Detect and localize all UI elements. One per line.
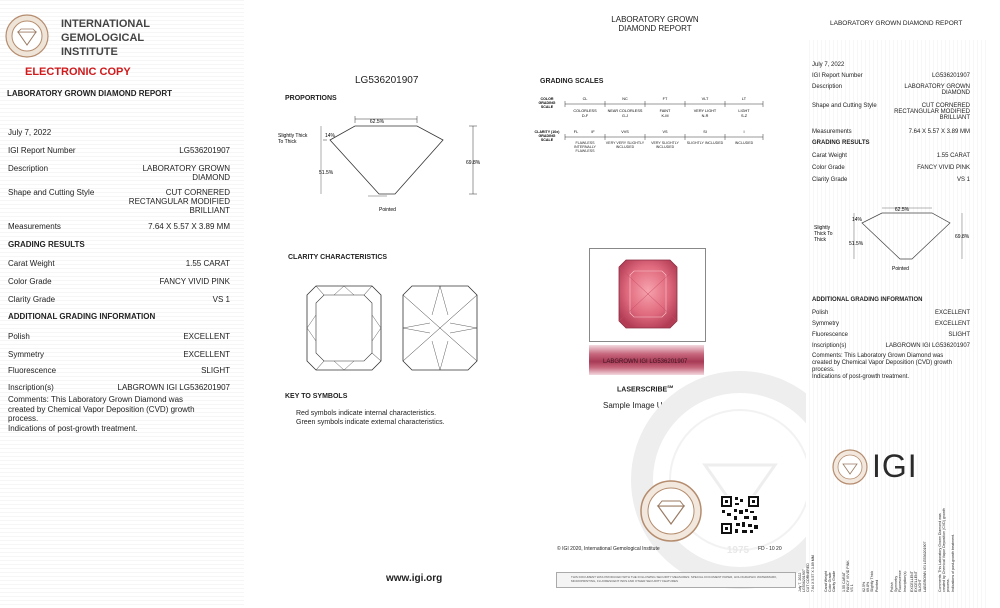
footer-disclaimer-box — [556, 572, 796, 588]
symmetry-row — [8, 350, 230, 359]
igi-name-line3: INSTITUTE — [61, 46, 118, 58]
clarity-code-1: FL — [573, 130, 579, 134]
clarity-value: VS 1 — [212, 295, 230, 304]
key-heading: KEY TO SYMBOLS — [285, 393, 348, 400]
rot-depth: 69.8% — [866, 581, 871, 592]
rot-inscription: LABGROWN IGI LG536201907 — [922, 541, 927, 592]
pavilion-pct: 51.5% — [319, 170, 334, 176]
clarity-code-3: VVS — [621, 130, 629, 134]
right-fluorescence-row — [812, 332, 970, 338]
report-number-header: LG536201907 — [355, 75, 419, 86]
comments-line-3: process. — [8, 414, 39, 423]
clarity-scale-label-3: SCALE — [540, 138, 554, 142]
description-row — [8, 164, 230, 182]
color-head-1: CL — [582, 97, 588, 101]
right-table-pct: 62.5% — [894, 207, 910, 213]
qr-code-icon[interactable] — [720, 495, 760, 535]
right-measurements-value: 7.64 X 5.57 X 3.89 MM — [908, 129, 970, 135]
right-clarity-row — [812, 177, 970, 183]
right-polish-value: EXCELLENT — [934, 310, 970, 316]
culet-label: Pointed — [379, 207, 396, 213]
shape-row — [8, 188, 230, 215]
right-additional-heading: ADDITIONAL GRADING INFORMATION — [812, 297, 923, 303]
grading-results-heading: GRADING RESULTS — [8, 240, 85, 249]
color-head-4: VLT — [701, 97, 709, 101]
right-report-number-value: LG536201907 — [931, 73, 970, 79]
right-inscription-value: LABGROWN IGI LG536201907 — [885, 343, 970, 349]
clarity-scale-label-2: GRADING — [538, 134, 556, 138]
rot-comments-3: process. — [946, 578, 951, 592]
clarity-code-5: SI — [703, 130, 707, 134]
right-clarity-value: VS 1 — [956, 177, 970, 183]
right-comments-line-4: Indications of post-growth treatment. — [812, 374, 910, 380]
clarity-code-6: I — [743, 130, 745, 134]
clarity-name-4: SLIGHTLY INCLUDED — [686, 141, 724, 145]
rot-number: LG536201907 — [802, 569, 807, 592]
table-pct: 62.5% — [369, 119, 385, 125]
shape-label: Shape and Cutting Style — [8, 188, 95, 197]
igi-name-line2: GEMOLOGICAL — [61, 32, 145, 44]
right-shape-row — [812, 103, 970, 121]
date-row — [8, 128, 230, 137]
laserscribe-image — [589, 345, 704, 375]
rot-carat-label: Carat Weight — [824, 571, 828, 592]
footer-code: FD - 10 20 — [758, 546, 782, 552]
symmetry-value: EXCELLENT — [183, 350, 230, 359]
color-row — [8, 277, 230, 286]
rot-comments-2: created by Chemical Vapor Deposition (CVD) growth — [942, 508, 947, 592]
right-shape-value-3: BRILLIANT — [939, 115, 970, 121]
girdle-line-2: To Thick — [278, 139, 297, 145]
right-carat-row — [812, 153, 970, 159]
right-crown-pct: 14% — [852, 217, 863, 223]
right-color-label: Color Grade — [812, 165, 845, 171]
polish-label: Polish — [8, 332, 30, 341]
rot-symmetry-label: Symmetry — [894, 575, 899, 592]
rot-color-label: Color Grade — [828, 572, 833, 592]
footer-disclaimer: THIS DOCUMENT WAS PRODUCED WITH THE FOLLOWING SECURITY MEASURES: SPECIAL DOCUMENT PAPER, HOLOGRAPHIC WATERMARK, MICROPRINTING, FLUORESCENT INKS AND OTHER SECURITY FEATURES — [571, 575, 778, 583]
clarity-plot-crown — [306, 285, 382, 371]
right-girdle-line-1: Slightly — [814, 225, 831, 231]
color-value: FANCY VIVID PINK — [159, 277, 230, 286]
right-description-label: Description — [812, 84, 843, 90]
right-report-title: LABORATORY GROWN DIAMOND REPORT — [830, 20, 963, 27]
color-code-3: K-M — [661, 114, 669, 118]
rot-color: FANCY VIVID PINK — [846, 560, 851, 592]
clarity-code-4: VS — [662, 130, 668, 134]
left-panel — [0, 0, 244, 608]
right-report-number-row — [812, 73, 970, 79]
shape-value-1: CUT CORNERED — [165, 188, 230, 197]
carat-value: 1.55 CARAT — [185, 259, 230, 268]
proportions-heading: PROPORTIONS — [285, 95, 337, 102]
polish-value: EXCELLENT — [183, 332, 230, 341]
comments — [8, 395, 233, 433]
right-description-value-1: LABORATORY GROWN — [904, 84, 970, 90]
rot-fluorescence: SLIGHT — [918, 579, 923, 592]
rot-fluorescence-label: Fluorescence — [898, 570, 903, 592]
key-green-line: Green symbols indicate external characteristics. — [296, 419, 445, 426]
right-clarity-label: Clarity Grade — [812, 177, 848, 183]
color-code-1: D-F — [581, 114, 589, 118]
right-girdle-line-3: Thick — [814, 237, 826, 243]
seal-year: 1975 — [726, 545, 750, 556]
grading-scales-heading: GRADING SCALES — [540, 78, 604, 85]
rot-comments-4: Indications of post-growth treatment. — [950, 533, 955, 592]
report-number-value: LG536201907 — [179, 146, 230, 155]
rot-symmetry: EXCELLENT — [914, 571, 919, 592]
report-title-center — [595, 15, 715, 33]
right-color-row — [812, 165, 970, 171]
right-inscription-row — [812, 343, 970, 349]
clarity-code-2: IF — [591, 130, 595, 134]
color-scale-label-1: COLOR — [540, 97, 554, 101]
color-name-3: FAINT — [659, 109, 671, 113]
clarity-name-5: INCLUDED — [734, 141, 754, 145]
report-title-center-line-2: DIAMOND REPORT — [618, 24, 692, 33]
shape-value-3: BRILLIANT — [189, 206, 230, 215]
rot-clarity-label: Clarity Grade — [832, 570, 837, 592]
key-red-line: Red symbols indicate internal characteristics. — [296, 410, 437, 417]
carat-row — [8, 259, 230, 268]
inscription-row — [8, 383, 230, 392]
right-description-row — [812, 84, 970, 96]
color-head-5: LT — [741, 97, 747, 101]
igi-logo-text: IGI — [872, 448, 918, 484]
right-symmetry-label: Symmetry — [812, 321, 839, 327]
right-comments — [812, 353, 974, 381]
right-pavilion-pct: 51.5% — [849, 241, 864, 247]
report-number-label: IGI Report Number — [8, 146, 76, 155]
rot-polish-label: Polish — [890, 582, 894, 592]
right-depth-pct: 69.8% — [955, 234, 970, 240]
right-proportions-diagram — [812, 203, 977, 273]
right-grading-heading: GRADING RESULTS — [812, 140, 870, 146]
right-measurements-label: Measurements — [812, 129, 852, 135]
right-carat-value: 1.55 CARAT — [936, 153, 970, 159]
report-title: LABORATORY GROWN DIAMOND REPORT — [7, 89, 173, 98]
rotated-summary — [790, 508, 980, 596]
additional-heading: ADDITIONAL GRADING INFORMATION — [8, 312, 156, 321]
rot-culet: Pointed — [874, 579, 879, 592]
color-name-1: COLORLESS — [573, 109, 597, 113]
website: www.igi.org — [386, 573, 443, 584]
clarity-row — [8, 295, 230, 304]
report-number-row — [8, 146, 230, 155]
measurements-value: 7.64 X 5.57 X 3.89 MM — [148, 222, 230, 231]
right-inscription-label: Inscription(s) — [812, 343, 847, 349]
right-girdle-line-2: Thick To — [814, 231, 833, 237]
sample-image-label: Sample Image Used — [603, 401, 676, 410]
clarity-scale-label-1: CLARITY (10x) — [534, 130, 560, 134]
rot-shape: CUT CORNERED — [806, 563, 811, 592]
inscription-value: LABGROWN IGI LG536201907 — [117, 383, 230, 392]
right-comments-line-2: created by Chemical Vapor Deposition (CVD) growth — [812, 360, 952, 366]
rot-inscription-label: Inscription(s) — [902, 571, 907, 592]
laserscribe-mark: SM — [667, 384, 674, 389]
right-culet: Pointed — [892, 266, 909, 272]
color-code-5: S-Z — [740, 114, 748, 118]
right-comments-line-1: Comments: This Laboratory Grown Diamond was — [812, 353, 944, 359]
report-title-center-line-1: LABORATORY GROWN — [611, 15, 699, 24]
clarity-name-1: FLAWLESS INTERNALLY FLAWLESS — [574, 141, 596, 154]
fluorescence-value: SLIGHT — [201, 366, 230, 375]
grading-scales-chart — [533, 92, 768, 164]
description-value-1: LABORATORY GROWN — [142, 164, 230, 173]
right-fluorescence-label: Fluorescence — [812, 332, 849, 338]
report-date: July 7, 2022 — [8, 128, 52, 137]
rot-date: July 7, 2022 — [798, 572, 802, 592]
laserscribe-text: LASERSCRIBE — [617, 386, 668, 394]
comments-line-2: created by Chemical Vapor Deposition (CVD) growth — [8, 404, 195, 414]
right-measurements-row — [812, 129, 970, 135]
right-report-number-label: IGI Report Number — [812, 73, 863, 79]
depth-pct: 69.8% — [466, 160, 481, 166]
color-code-2: G-J — [621, 114, 629, 118]
polish-row — [8, 332, 230, 341]
rot-table: 62.5% — [862, 581, 866, 592]
electronic-copy-label: ELECTRONIC COPY — [25, 66, 131, 78]
rot-comments-1: Comments: This Laboratory Grown Diamond was — [938, 513, 942, 592]
measurements-row — [8, 222, 230, 231]
rot-polish: EXCELLENT — [910, 571, 914, 592]
clarity-name-3: VERY SLIGHTLY INCLUDED — [651, 141, 679, 150]
proportions-diagram — [275, 110, 505, 220]
igi-gold-seal-icon — [640, 480, 702, 542]
comments-line-1: Comments: This Laboratory Grown Diamond was — [8, 395, 184, 404]
rot-carat: 1.55 CARAT — [842, 572, 846, 592]
carat-label: Carat Weight — [8, 259, 55, 268]
right-fluorescence-value: SLIGHT — [948, 332, 970, 338]
fluorescence-label: Fluorescence — [8, 366, 57, 375]
right-description-value-2: DIAMOND — [941, 90, 970, 96]
color-name-2: NEAR COLORLESS — [607, 109, 643, 113]
color-name-4: VERY LIGHT — [693, 109, 717, 113]
color-label: Color Grade — [8, 277, 52, 286]
color-scale-label-3: SCALE — [540, 105, 554, 109]
right-polish-label: Polish — [812, 310, 829, 316]
description-value-2: DIAMOND — [192, 173, 230, 182]
crown-pct: 14% — [325, 133, 336, 139]
igi-name-line1: INTERNATIONAL — [61, 18, 151, 30]
right-color-value: FANCY VIVID PINK — [917, 165, 970, 171]
right-symmetry-row — [812, 321, 970, 327]
right-date: July 7, 2022 — [812, 62, 845, 68]
clarity-plot-pavilion — [402, 285, 478, 371]
clarity-label: Clarity Grade — [8, 295, 56, 304]
symmetry-label: Symmetry — [8, 350, 44, 359]
color-name-5: LIGHT — [738, 109, 750, 113]
description-label: Description — [8, 164, 49, 173]
laserscribe-inscription: LABGROWN IGI LG536201907 — [603, 359, 688, 365]
inscription-label: Inscription(s) — [8, 383, 54, 392]
right-shape-value-2: RECTANGULAR MODIFIED — [894, 109, 970, 115]
rot-clarity: VS 1 — [850, 584, 855, 592]
rot-girdle: Slightly Thick — [870, 570, 875, 592]
right-comments-line-3: process. — [812, 367, 835, 373]
right-carat-label: Carat Weight — [812, 153, 847, 159]
igi-seal-icon — [5, 14, 49, 58]
comments-line-4: Indications of post-growth treatment. — [8, 423, 138, 433]
right-shape-label: Shape and Cutting Style — [812, 103, 877, 109]
clarity-characteristics-heading: CLARITY CHARACTERISTICS — [288, 254, 388, 261]
right-shape-value-1: CUT CORNERED — [921, 103, 970, 109]
shape-value-2: RECTANGULAR MODIFIED — [128, 197, 230, 206]
right-symmetry-value: EXCELLENT — [934, 321, 970, 327]
footer-copyright: © IGI 2020, International Gemological Institute — [557, 546, 660, 552]
right-polish-row — [812, 310, 970, 316]
rot-measurements: 7.64 X 5.57 X 3.89 MM — [810, 555, 815, 592]
diamond-photo-frame — [589, 248, 706, 342]
clarity-name-2: VERY VERY SLIGHTLY INCLUDED — [605, 141, 645, 150]
girdle-line-1: Slightly Thick — [278, 133, 308, 139]
diamond-photo — [618, 259, 678, 329]
color-head-3: FT — [662, 97, 668, 101]
igi-logo-seal-icon — [832, 449, 868, 485]
fluorescence-row — [8, 366, 230, 375]
measurements-label: Measurements — [8, 222, 61, 231]
color-scale-label-2: GRADING — [538, 101, 556, 105]
color-code-4: N-R — [701, 114, 709, 118]
color-head-2: NC — [622, 97, 628, 101]
